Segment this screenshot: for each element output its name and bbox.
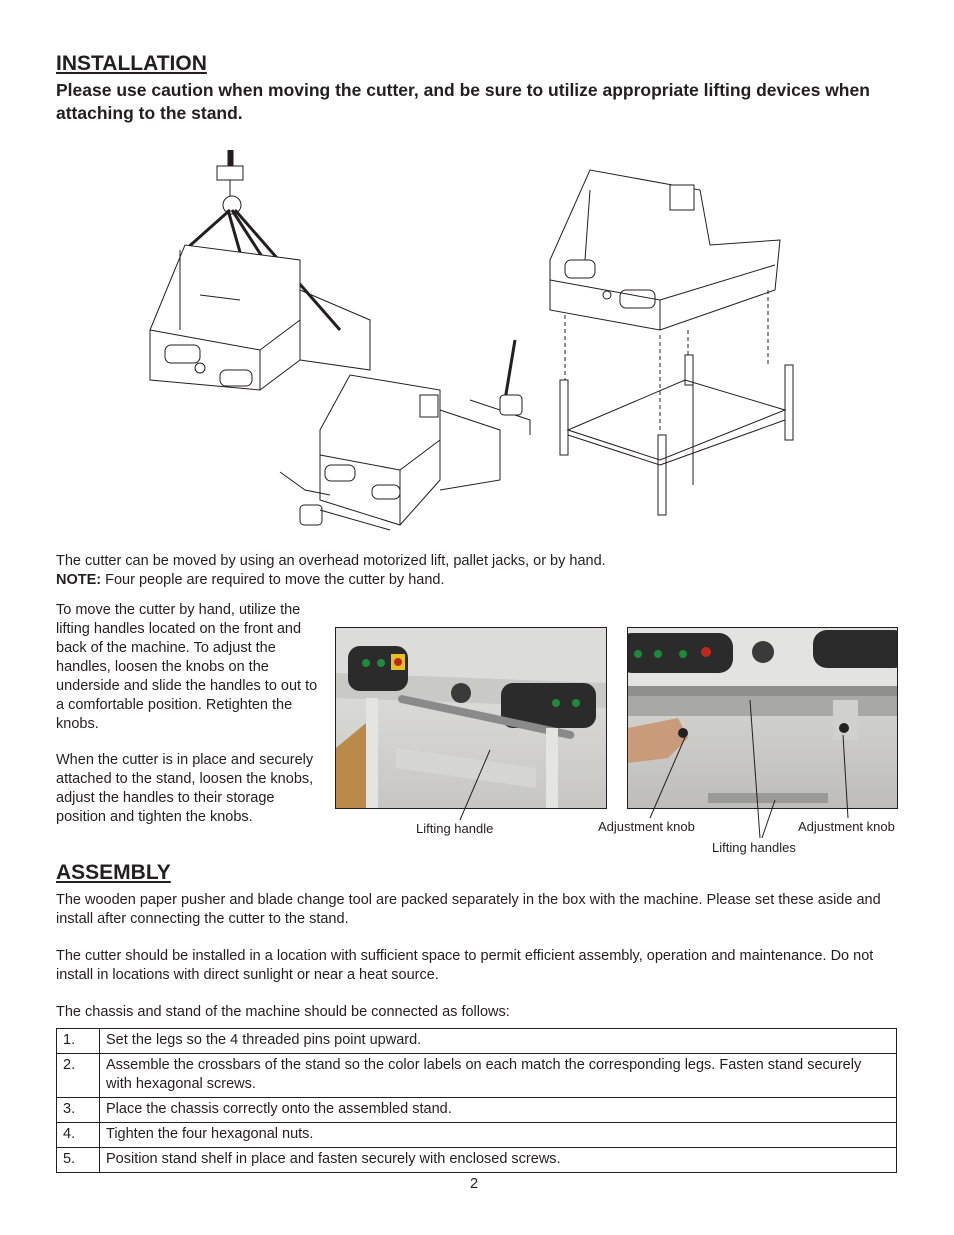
note-text: Four people are required to move the cutter by hand.	[101, 572, 445, 588]
step-text: Set the legs so the 4 threaded pins point upward.	[100, 1029, 897, 1054]
assembly-paragraph-1: The wooden paper pusher and blade change tool are packed separately in the box with the machine. Please set these aside and install after connecting the cutter to the stand.	[56, 892, 881, 927]
step-number: 2.	[57, 1054, 100, 1098]
moving-intro: The cutter can be moved by using an overhead motorized lift, pallet jacks, or by hand.	[56, 553, 606, 569]
table-row	[57, 1029, 897, 1054]
table-row	[57, 1098, 897, 1123]
step-number: 4.	[57, 1123, 100, 1148]
step-text: Assemble the crossbars of the stand so the color labels on each match the corresponding legs. Fasten stand securely with hexagonal screws.	[100, 1054, 897, 1098]
paragraph-stand-attached: When the cutter is in place and securely attached to the stand, loosen the knobs, adjust the handles to their storage position and tighten the knobs.	[56, 752, 314, 825]
paragraph-move-by-hand: To move the cutter by hand, utilize the lifting handles located on the front and back of the machine. To adjust the handles, loosen the knobs on the underside and slide the handles to out to a comfortable position. Retighten the knobs.	[56, 602, 318, 732]
caption-lifting-handles: Lifting handles	[712, 840, 796, 855]
step-number: 3.	[57, 1098, 100, 1123]
table-row	[57, 1148, 897, 1173]
step-text: Tighten the four hexagonal nuts.	[100, 1123, 897, 1148]
table-row	[57, 1123, 897, 1148]
step-text: Place the chassis correctly onto the assembled stand.	[100, 1098, 897, 1123]
assembly-steps-table	[56, 1028, 897, 1173]
installation-heading: INSTALLATION	[56, 52, 207, 75]
note-label: NOTE:	[56, 572, 102, 588]
step-number: 5.	[57, 1148, 100, 1173]
installation-warning: Please use caution when moving the cutter, and be sure to utilize appropriate lifting devices when attaching to the stand.	[56, 80, 870, 123]
caption-adjustment-knob-left: Adjustment knob	[598, 819, 695, 834]
page-number: 2	[470, 1176, 479, 1192]
caption-lifting-handle: Lifting handle	[416, 821, 494, 836]
assembly-paragraph-3: The chassis and stand of the machine should be connected as follows:	[56, 1004, 510, 1020]
step-text: Position stand shelf in place and fasten securely with enclosed screws.	[100, 1148, 897, 1173]
step-number: 1.	[57, 1029, 100, 1054]
table-row	[57, 1054, 897, 1098]
caption-adjustment-knob-right: Adjustment knob	[798, 819, 895, 834]
assembly-heading: ASSEMBLY	[56, 861, 171, 884]
assembly-paragraph-2: The cutter should be installed in a location with sufficient space to permit efficient assembly, operation and maintenance. Do not install in locations with direct sunlight or near a heat source.	[56, 948, 874, 983]
